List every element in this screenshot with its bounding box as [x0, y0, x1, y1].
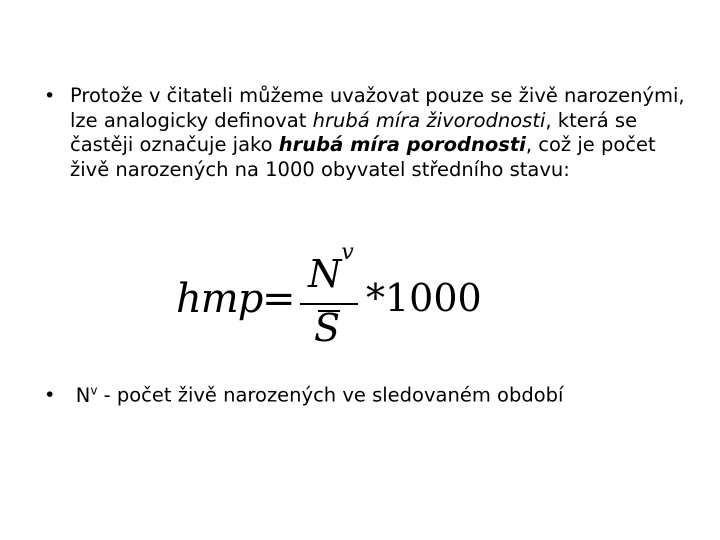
bullet-1-text	[70, 84, 694, 182]
formula-lhs: hmp	[176, 276, 263, 322]
bullet-1-part-1: Protože v čitateli můžeme uvažovat pouze se živě narozenými, lze analogicky definovat	[70, 84, 685, 132]
bullet-1-part-2: , která se častěji označuje jako	[70, 108, 638, 156]
bullet-2-symbol-sup: v	[90, 383, 98, 397]
bullet-paragraph-2	[44, 378, 694, 408]
formula-numerator-base: N	[308, 252, 342, 296]
formula-equals: =	[262, 276, 296, 322]
formula-multiplier: *1000	[366, 276, 482, 320]
formula-hmp	[176, 240, 482, 352]
bullet-1-italic-term: hrubá míra živorodnosti	[312, 108, 546, 132]
bullet-1-bold-term: hrubá míra porodnosti	[278, 133, 526, 156]
bullet-2-marker: •	[44, 383, 56, 407]
bullet-1-part-3: , což je počet živě narozených na 1000 obyvatel středního stavu:	[70, 133, 656, 181]
bullet-2-text: - počet živě narozených ve sledovaném období	[97, 383, 564, 407]
formula-numerator	[306, 240, 356, 296]
formula-denominator: S	[314, 306, 341, 350]
bullet-marker: •	[44, 85, 56, 107]
bullet-2-symbol-base: N	[75, 383, 91, 407]
formula-numerator-sup: v	[341, 240, 354, 266]
bullet-paragraph-1	[44, 84, 694, 182]
formula-fraction-bar	[300, 303, 358, 305]
bullet-2-symbol	[76, 384, 98, 407]
